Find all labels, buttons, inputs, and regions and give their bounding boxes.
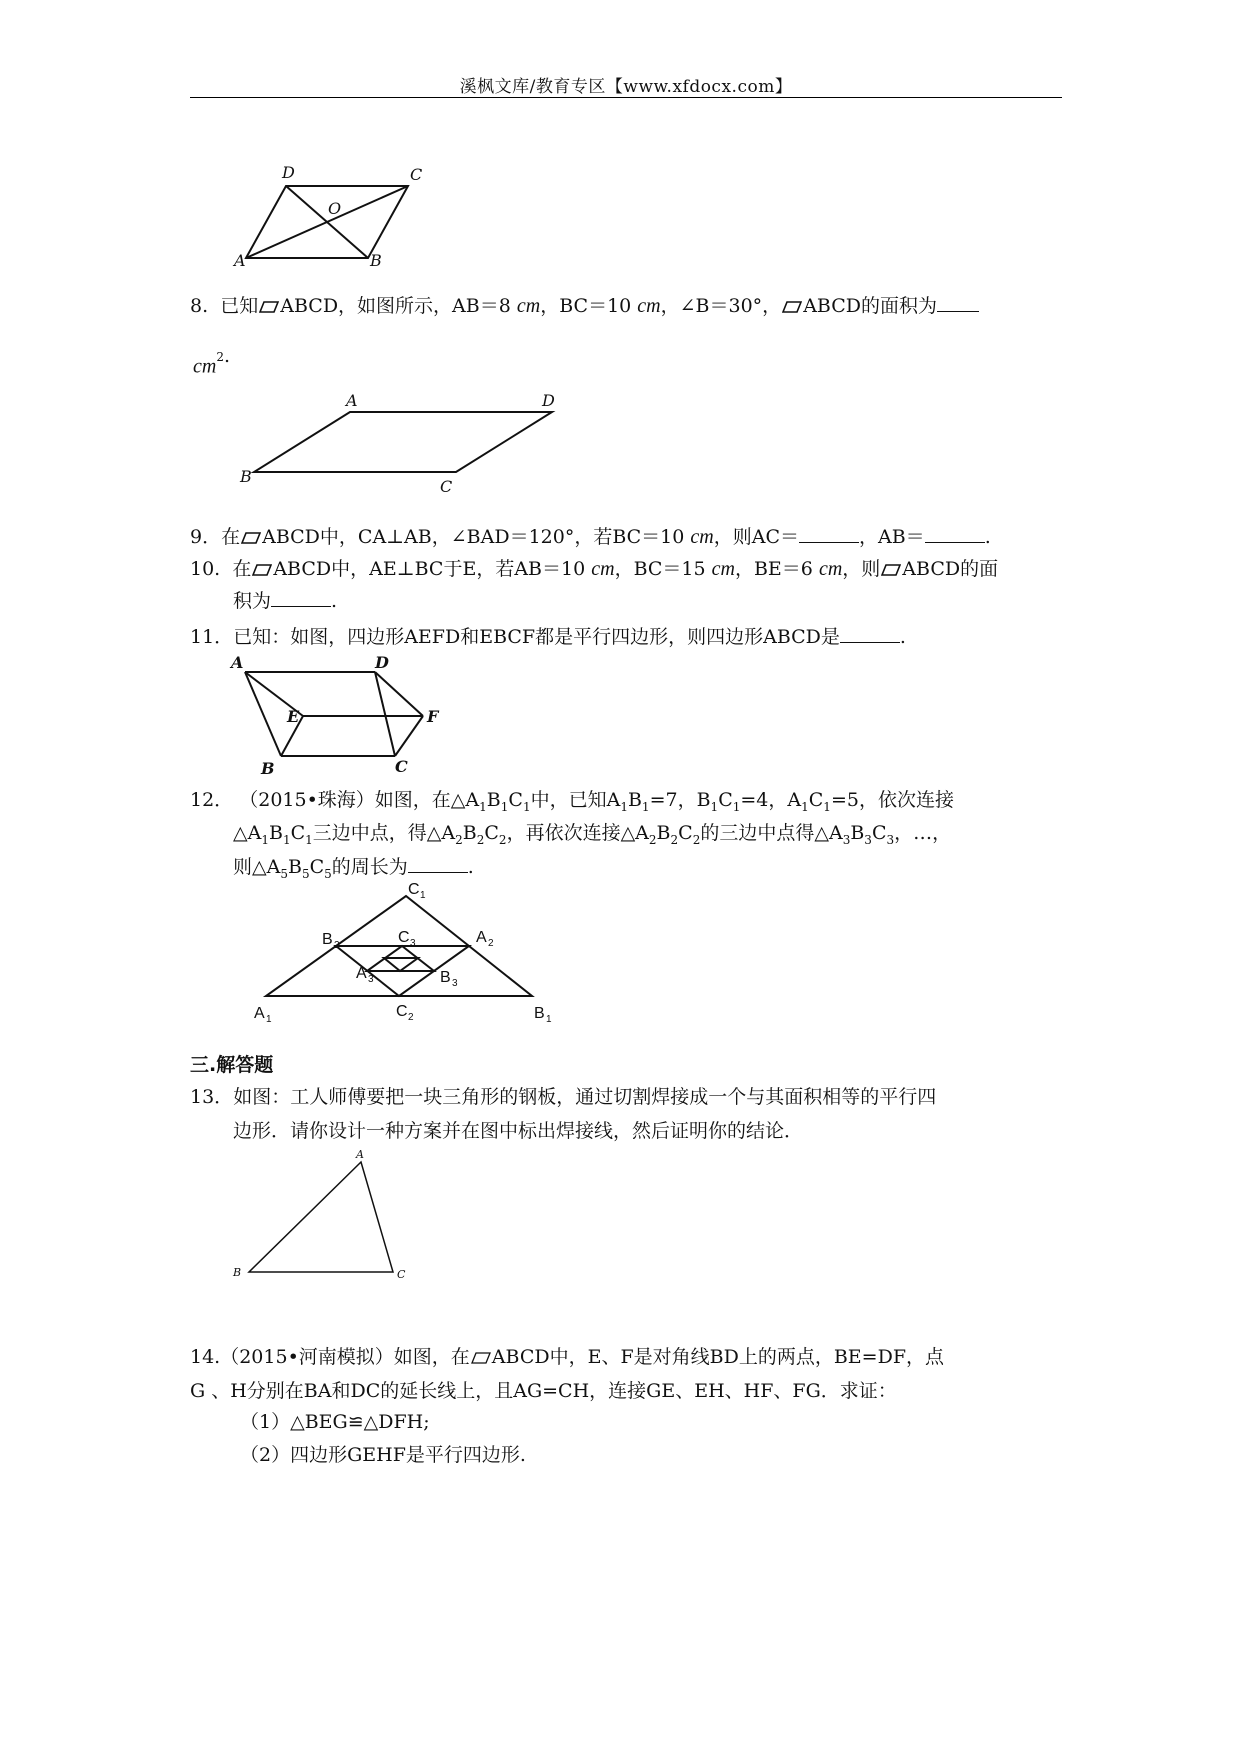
question-14-part-2: （2）四边形GEHF是平行四边形.	[240, 1444, 526, 1466]
sub-A3: 3	[368, 974, 374, 985]
label-B: B	[370, 251, 382, 270]
label-C: C	[410, 165, 423, 184]
question-12-line-2: $\triangle A_1B_1C_1$三边中点，得$\triangle A_2B_2C_2$，再依次连接$\triangle A_2B_2C_2$的三边中点得$\triangle A_3B_3C_3$，…，	[233, 822, 952, 847]
question-13-line-1: 13．如图：工人师傅要把一块三角形的钢板，通过切割焊接成一个与其面积相等的平行四	[190, 1086, 937, 1108]
answer-blank[interactable]	[840, 624, 900, 643]
question-10-line-1: 10. 在 ABCD中，AE⊥BC于E，若AB＝10 cm，BC＝15 cm，BE＝6 cm，则 ABCD的面	[190, 558, 999, 580]
label-B1: B	[534, 1005, 545, 1022]
sub-C3: 3	[410, 938, 416, 949]
label-B: B	[233, 1266, 242, 1279]
label-A: A	[356, 1148, 364, 1161]
question-9: 9．在 ABCD中，CA⊥AB，∠BAD＝120°，若BC＝10 cm，则AC＝ ，AB＝ .	[190, 526, 991, 548]
sub-B1: 1	[546, 1014, 552, 1025]
answer-blank[interactable]	[271, 588, 331, 607]
parallelogram-icon	[782, 301, 802, 313]
label-C3: C	[398, 929, 410, 946]
label-B3: B	[440, 969, 451, 986]
sub-C2: 2	[408, 1012, 414, 1023]
label-C: C	[397, 1268, 406, 1281]
sub-B3: 3	[452, 978, 458, 989]
sub-B2: 2	[334, 940, 340, 951]
label-F: F	[427, 707, 439, 726]
label-C: C	[395, 757, 408, 776]
question-12-line-3: 则$\triangle A_5B_5C_5$的周长为 .	[233, 856, 474, 881]
label-O: O	[328, 199, 342, 218]
label-A1: A	[254, 1005, 265, 1022]
label-B2: B	[322, 931, 333, 948]
question-8-line-1: 8. 已知 ABCD，如图所示，AB＝8 cm，BC＝10 cm，∠B＝30°， ABCD的面积为	[190, 293, 979, 319]
label-B: B	[261, 759, 275, 776]
question-14-line-2: G 、H分别在BA和DC的延长线上，且AG=CH，连接GE、EH、HF、FG．求证：	[190, 1380, 897, 1402]
sub-C1: 1	[420, 890, 426, 901]
label-A: A	[346, 391, 358, 410]
label-A: A	[231, 653, 244, 672]
parallelogram-icon	[252, 564, 272, 576]
question-8-line-2: $cm^2$.	[193, 345, 231, 378]
label-A3: A	[356, 965, 367, 982]
question-11: 11．已知：如图，四边形AEFD和EBCF都是平行四边形，则四边形ABCD是 .	[190, 626, 906, 648]
parallelogram-icon	[241, 532, 261, 544]
label-A2: A	[476, 929, 487, 946]
question-14-line-1: 14.（2015•河南模拟）如图，在 ABCD中，E、F是对角线BD上的两点，BE=DF，点	[190, 1346, 945, 1368]
figure-midpoint-triangles	[250, 878, 580, 1026]
figure-triangle-abc	[225, 1146, 425, 1286]
answer-blank[interactable]	[937, 293, 979, 312]
question-12-line-1: 12． （2015•珠海）如图，在$\triangle A_1B_1C_1$中，已知$A_1B_1=7$，$B_1C_1=4$，$A_1C_1=5$，依次连接	[190, 789, 954, 814]
section-title: 三.解答题	[190, 1054, 274, 1076]
label-C1: C	[408, 881, 420, 898]
parallelogram-icon	[259, 301, 279, 313]
figure-parallelogram-diagonals	[220, 158, 440, 270]
page-header: 溪枫文库/教育专区【www.xfdocx.com】	[459, 77, 793, 97]
label-B: B	[240, 467, 252, 486]
answer-blank[interactable]	[408, 854, 468, 873]
q8-number: 8.	[190, 295, 209, 317]
sub-A2: 2	[488, 938, 494, 949]
header-divider	[190, 97, 1062, 98]
question-13-line-2: 边形．请你设计一种方案并在图中标出焊接线，然后证明你的结论．	[233, 1120, 804, 1142]
label-C: C	[440, 477, 453, 495]
question-14-part-1: （1）△BEG≌△DFH;	[240, 1411, 430, 1433]
answer-blank-ab[interactable]	[925, 524, 985, 543]
figure-parallelogram-q8	[230, 390, 560, 495]
label-C2: C	[396, 1003, 408, 1020]
question-10-line-2: 积为 .	[233, 590, 338, 612]
answer-blank-ac[interactable]	[799, 524, 859, 543]
parallelogram-icon	[881, 564, 901, 576]
label-D: D	[542, 391, 555, 410]
label-A: A	[234, 251, 246, 270]
figure-two-parallelograms	[225, 652, 445, 776]
label-D: D	[282, 163, 295, 182]
label-E: E	[287, 707, 300, 726]
parallelogram-icon	[471, 1352, 491, 1364]
label-D: D	[375, 653, 389, 672]
sub-A1: 1	[266, 1014, 272, 1025]
